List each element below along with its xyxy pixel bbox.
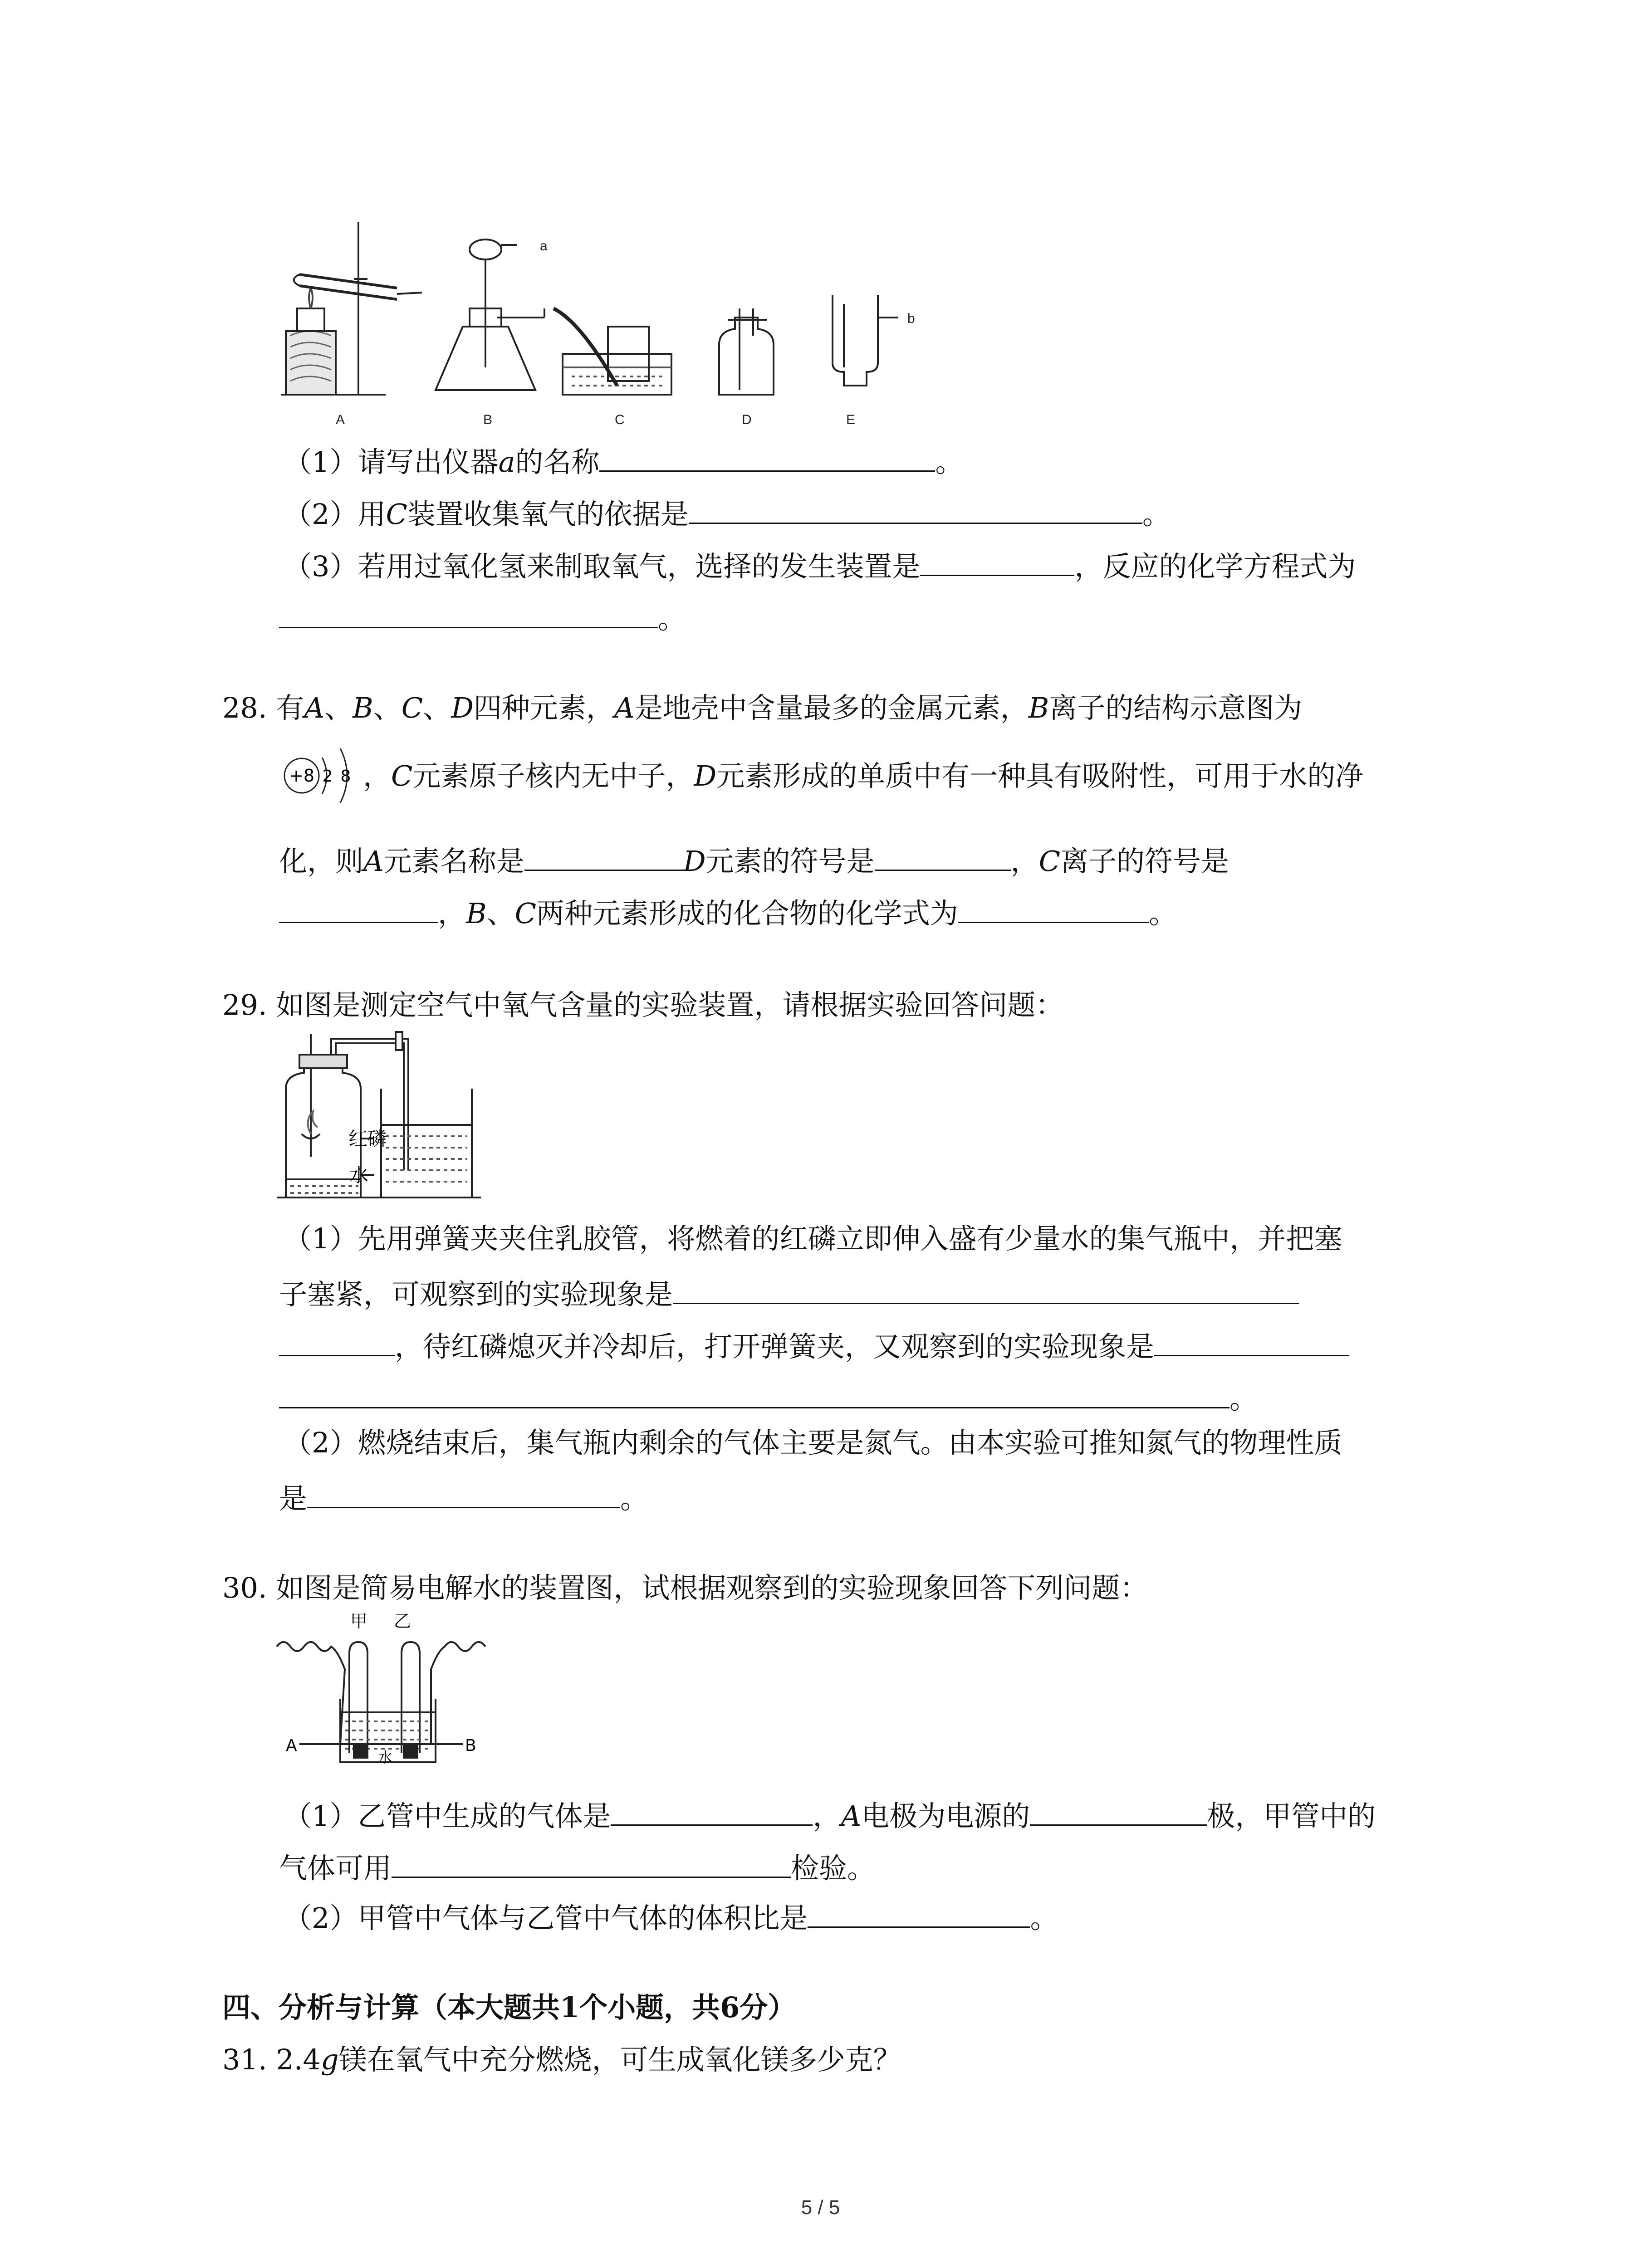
q29-sub2-line2: 是 。 [279,1479,648,1513]
tube-label-yi: 乙 [394,1611,411,1631]
page-number: 5 / 5 [801,2196,840,2219]
q28-line4: ，B、C两种元素形成的化合物的化学式为 。 [279,894,1177,928]
answer-blank[interactable] [279,894,438,923]
q29-sub2-line1: （2）燃烧结束后，集气瓶内剩余的气体主要是氮气。由本实验可推知氮气的物理性质 [284,1426,1342,1459]
electrode-label-b: B [465,1736,476,1755]
answer-blank[interactable] [307,1479,620,1508]
q30-sub2: （2）甲管中气体与乙管中气体的体积比是 。 [284,1898,1058,1932]
section-4-heading: 四、分析与计算（本大题共1个小题，共6分） [222,1991,796,2024]
q28-line1: 28. 有A、B、C、D四种元素，A是地壳中含量最多的金属元素，B离子的结构示意图为 [222,691,1303,724]
figure-label-c: C [615,412,625,427]
answer-blank[interactable] [808,1898,1030,1928]
answer-blank[interactable] [524,841,683,871]
q29-sub1-line3: ，待红磷熄灭并冷却后，打开弹簧夹，又观察到的实验现象是 [279,1327,1349,1361]
answer-blank[interactable] [1030,1796,1207,1826]
nucleus-charge: +8 [289,766,315,786]
q30-stem: 30. 如图是简易电解水的装置图，试根据观察到的实验现象回答下列问题： [222,1571,1148,1604]
q30-sub1-line2: 气体可用 检验。 [279,1848,875,1882]
answer-blank[interactable] [599,442,935,472]
q27-sub1: （1）请写出仪器a的名称 。 [284,442,963,476]
water-label: 水 [378,1749,393,1766]
shell-1-count: 2 [322,767,333,786]
answer-blank[interactable] [279,1327,395,1356]
answer-blank[interactable] [958,894,1149,923]
q31: 31. 2.4g镁在氧气中充分燃烧，可生成氧化镁多少克？ [222,2043,901,2076]
figure-label-d: D [742,412,752,427]
electrode-label-a: A [286,1736,297,1755]
q29-stem: 29. 如图是测定空气中氧气含量的实验装置，请根据实验回答问题： [222,988,1064,1022]
label-red-phosphorus: 红磷 [348,1128,387,1150]
q27-sub3: （3）若用过氧化氢来制取氧气，选择的发生装置是 ，反应的化学方程式为 [284,547,1356,581]
tube-label-jia: 甲 [350,1611,368,1631]
q28-line2: ，C元素原子核内无中子，D元素形成的单质中有一种具有吸附性，可用于水的净 [363,759,1364,792]
answer-blank[interactable] [673,1275,1299,1304]
figure-label-a: A [336,412,345,427]
oxygen-ion-structure-diagram [277,742,367,810]
shell-2-count: 8 [340,767,351,786]
answer-blank[interactable] [279,599,658,628]
answer-blank[interactable] [920,547,1074,576]
answer-blank[interactable] [1154,1327,1349,1356]
label-water: 水 [349,1164,369,1186]
electrolysis-apparatus [272,1608,526,1780]
q27-apparatus-figure [272,218,998,435]
q29-sub1-line1: （1）先用弹簧夹夹住乳胶管，将燃着的红磷立即伸入盛有少量水的集气瓶中，并把塞 [284,1222,1342,1255]
oxygen-content-apparatus [277,1030,504,1202]
answer-blank[interactable] [611,1796,813,1826]
q28-line3: 化，则A元素名称是 D元素的符号是 ，C离子的符号是 [279,841,1229,875]
figure-label-e: E [846,412,856,427]
q29-sub1-line2: 子塞紧，可观察到的实验现象是 [279,1275,1299,1309]
answer-blank[interactable] [689,494,1142,524]
q27-sub2: （2）用C装置收集氧气的依据是 。 [284,494,1171,528]
answer-blank[interactable] [279,1379,1230,1408]
answer-blank[interactable] [875,841,1011,871]
callout-a: a [540,239,548,254]
figure-label-b: B [483,412,493,427]
callout-b: b [907,311,915,326]
q29-sub1-line4: 。 [279,1379,1258,1413]
answer-blank[interactable] [392,1848,791,1878]
q27-sub3-cont: 。 [279,599,686,633]
q30-sub1-line1: （1）乙管中生成的气体是 ，A电极为电源的 极，甲管中的 [284,1796,1376,1830]
